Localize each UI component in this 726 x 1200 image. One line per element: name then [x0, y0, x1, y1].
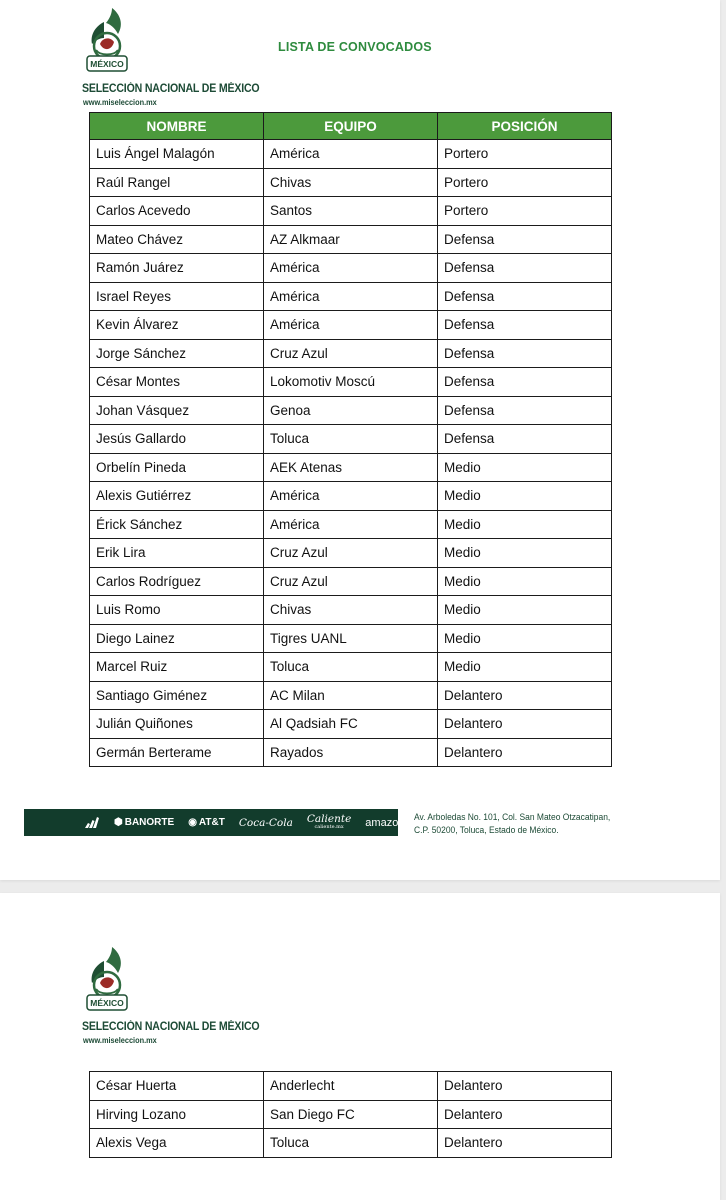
team-cell: Rayados — [264, 738, 438, 767]
org-url: www.miseleccion.mx — [83, 1036, 157, 1045]
sponsor-banorte — [114, 817, 174, 828]
table-row — [90, 510, 612, 539]
team-cell: AC Milan — [264, 681, 438, 710]
team-cell: San Diego FC — [264, 1100, 438, 1129]
player-name-cell: Alexis Gutiérrez — [90, 482, 264, 511]
player-name-cell: César Huerta — [90, 1072, 264, 1101]
org-name: SELECCIÓN NACIONAL DE MÉXICO — [82, 1021, 260, 1033]
player-name-cell: Alexis Vega — [90, 1129, 264, 1158]
player-name-cell: Germán Berterame — [90, 738, 264, 767]
table-row — [90, 168, 612, 197]
team-cell: Toluca — [264, 425, 438, 454]
table-row — [90, 140, 612, 169]
table-row — [90, 596, 612, 625]
position-cell: Medio — [438, 624, 612, 653]
sponsor-att-label: AT&T — [198, 817, 225, 828]
table-row — [90, 339, 612, 368]
team-cell: América — [264, 140, 438, 169]
table-row — [90, 1129, 612, 1158]
player-name-cell: Jorge Sánchez — [90, 339, 264, 368]
sponsor-cocacola: Coca-Cola — [238, 816, 293, 829]
position-cell: Defensa — [438, 254, 612, 283]
crest-label: MÉXICO — [90, 59, 124, 69]
team-cell: Cruz Azul — [264, 539, 438, 568]
position-cell: Delantero — [438, 710, 612, 739]
position-cell: Medio — [438, 510, 612, 539]
team-cell: Genoa — [264, 396, 438, 425]
table-row — [90, 225, 612, 254]
player-name-cell: Luis Romo — [90, 596, 264, 625]
player-name-cell: Luis Ángel Malagón — [90, 140, 264, 169]
table-row — [90, 1072, 612, 1101]
player-name-cell: Erik Lira — [90, 539, 264, 568]
team-cell: Al Qadsiah FC — [264, 710, 438, 739]
table-row — [90, 624, 612, 653]
player-name-cell: Marcel Ruiz — [90, 653, 264, 682]
table-row — [90, 1100, 612, 1129]
position-cell: Delantero — [438, 1072, 612, 1101]
table-row — [90, 482, 612, 511]
column-header-team: EQUIPO — [264, 113, 438, 140]
mexico-crest-logo — [82, 4, 132, 74]
position-cell: Defensa — [438, 225, 612, 254]
sponsor-amazon: amazon — [365, 816, 405, 829]
player-name-cell: Raúl Rangel — [90, 168, 264, 197]
table-row — [90, 425, 612, 454]
team-cell: Cruz Azul — [264, 339, 438, 368]
position-cell: Defensa — [438, 282, 612, 311]
player-name-cell: Israel Reyes — [90, 282, 264, 311]
player-name-cell: Érick Sánchez — [90, 510, 264, 539]
table-row — [90, 311, 612, 340]
team-cell: América — [264, 254, 438, 283]
team-cell: Santos — [264, 197, 438, 226]
org-name: SELECCIÓN NACIONAL DE MÉXICO — [82, 83, 260, 95]
team-cell: América — [264, 510, 438, 539]
position-cell: Portero — [438, 168, 612, 197]
address-line-1: Av. Arboledas No. 101, Col. San Mateo Otzacatipan, — [414, 812, 611, 822]
att-globe-icon: ◉ — [188, 817, 197, 828]
position-cell: Portero — [438, 197, 612, 226]
position-cell: Defensa — [438, 396, 612, 425]
team-cell: América — [264, 482, 438, 511]
table-row — [90, 710, 612, 739]
sponsor-att — [188, 817, 225, 828]
table-row — [90, 539, 612, 568]
position-cell: Medio — [438, 653, 612, 682]
table-row — [90, 567, 612, 596]
mexico-crest-logo — [82, 943, 132, 1013]
team-cell: AEK Atenas — [264, 453, 438, 482]
position-cell: Defensa — [438, 425, 612, 454]
position-cell: Medio — [438, 596, 612, 625]
table-row — [90, 681, 612, 710]
position-cell: Medio — [438, 539, 612, 568]
document-title: LISTA DE CONVOCADOS — [278, 40, 432, 54]
document-page-2 — [0, 893, 720, 1200]
team-cell: Chivas — [264, 168, 438, 197]
player-name-cell: Santiago Giménez — [90, 681, 264, 710]
team-cell: Lokomotiv Moscú — [264, 368, 438, 397]
player-name-cell: Hirving Lozano — [90, 1100, 264, 1129]
sponsor-banorte-label: BANORTE — [124, 817, 175, 828]
team-cell: Toluca — [264, 1129, 438, 1158]
roster-table-continued — [89, 1071, 612, 1158]
position-cell: Medio — [438, 567, 612, 596]
position-cell: Delantero — [438, 681, 612, 710]
team-cell: América — [264, 282, 438, 311]
column-header-name: NOMBRE — [90, 113, 264, 140]
position-cell: Medio — [438, 482, 612, 511]
team-cell: Anderlecht — [264, 1072, 438, 1101]
table-header-row — [90, 113, 612, 140]
position-cell: Medio — [438, 453, 612, 482]
sponsor-caliente-label: Caliente — [306, 812, 352, 825]
team-cell: Cruz Azul — [264, 567, 438, 596]
player-name-cell: Ramón Juárez — [90, 254, 264, 283]
team-cell: América — [264, 311, 438, 340]
address-line-2: C.P. 50200, Toluca, Estado de México. — [414, 825, 559, 835]
banorte-icon: ⬢ — [114, 817, 123, 828]
adidas-logo — [84, 817, 100, 828]
team-cell: Tigres UANL — [264, 624, 438, 653]
position-cell: Delantero — [438, 1129, 612, 1158]
player-name-cell: Julián Quiñones — [90, 710, 264, 739]
player-name-cell: Kevin Álvarez — [90, 311, 264, 340]
player-name-cell: Diego Lainez — [90, 624, 264, 653]
column-header-position: POSICIÓN — [438, 113, 612, 140]
player-name-cell: Johan Vásquez — [90, 396, 264, 425]
player-name-cell: Jesús Gallardo — [90, 425, 264, 454]
position-cell: Delantero — [438, 738, 612, 767]
sponsor-caliente — [306, 812, 352, 831]
table-row — [90, 368, 612, 397]
sponsor-caliente-sub: caliente.mx — [314, 823, 344, 830]
table-row — [90, 738, 612, 767]
position-cell: Delantero — [438, 1100, 612, 1129]
address-block — [414, 811, 610, 837]
position-cell: Defensa — [438, 339, 612, 368]
position-cell: Portero — [438, 140, 612, 169]
player-name-cell: Orbelín Pineda — [90, 453, 264, 482]
table-row — [90, 396, 612, 425]
table-row — [90, 254, 612, 283]
team-cell: Toluca — [264, 653, 438, 682]
adidas-stripes-icon — [84, 817, 100, 828]
table-row — [90, 282, 612, 311]
position-cell: Defensa — [438, 368, 612, 397]
player-name-cell: César Montes — [90, 368, 264, 397]
table-row — [90, 197, 612, 226]
table-row — [90, 453, 612, 482]
position-cell: Defensa — [438, 311, 612, 340]
team-cell: Chivas — [264, 596, 438, 625]
org-url: www.miseleccion.mx — [83, 98, 157, 107]
sponsor-bar — [24, 809, 405, 836]
crest-label: MÉXICO — [90, 998, 124, 1008]
player-name-cell: Mateo Chávez — [90, 225, 264, 254]
team-cell: AZ Alkmaar — [264, 225, 438, 254]
roster-table — [89, 112, 612, 767]
player-name-cell: Carlos Rodríguez — [90, 567, 264, 596]
table-row — [90, 653, 612, 682]
player-name-cell: Carlos Acevedo — [90, 197, 264, 226]
